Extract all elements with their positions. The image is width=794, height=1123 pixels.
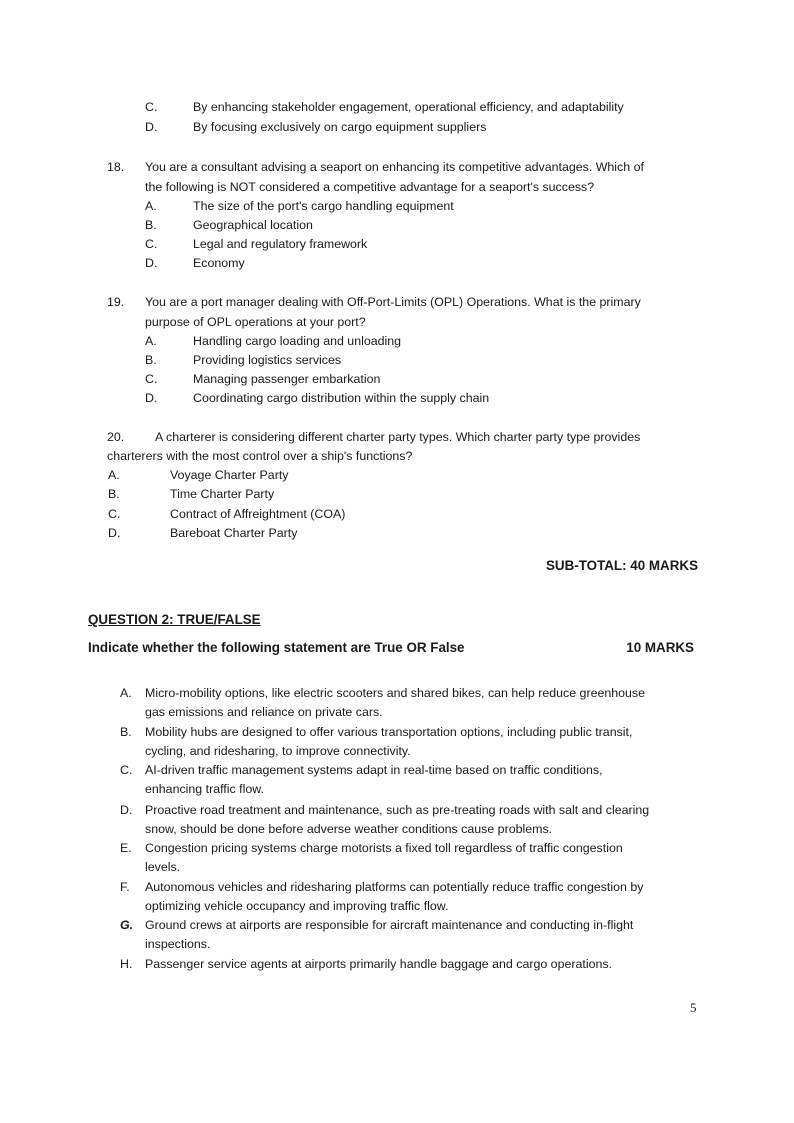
option-text: The size of the port's cargo handling equipment <box>193 198 454 213</box>
question-text: charterers with the most control over a ship's functions? <box>107 449 413 463</box>
option-letter: D. <box>145 391 158 406</box>
statement-text: levels. <box>145 860 181 875</box>
statement-text: Passenger service agents at airports primarily handle baggage and cargo operations. <box>145 957 612 971</box>
question-number: 19. <box>107 295 125 309</box>
option-text: Bareboat Charter Party <box>170 525 298 540</box>
statement-letter: H. <box>120 957 133 971</box>
option-letter: A. <box>145 333 157 348</box>
option-letter: A. <box>108 468 120 482</box>
statement-text: optimizing vehicle occupancy and improving traffic flow. <box>145 899 449 914</box>
option-text: Voyage Charter Party <box>170 468 289 482</box>
section-heading: QUESTION 2: TRUE/FALSE <box>88 612 261 627</box>
statement-letter: B. <box>120 725 132 739</box>
option-text: Handling cargo loading and unloading <box>193 333 402 348</box>
option-letter: B. <box>145 352 157 367</box>
statement-text: gas emissions and reliance on private cars. <box>145 705 383 720</box>
option-text: Economy <box>193 256 245 271</box>
statement-text: cycling, and ridesharing, to improve connectivity. <box>145 744 411 759</box>
option-text: Contract of Affreightment (COA) <box>170 506 346 521</box>
option-letter: D. <box>108 525 121 540</box>
statement-text: Ground crews at airports are responsible for aircraft maintenance and conducting in-flight <box>145 918 634 932</box>
option-text: Legal and regulatory framework <box>193 237 368 252</box>
statement-text: enhancing traffic flow. <box>145 782 264 797</box>
statement-text: AI-driven traffic management systems adapt in real-time based on traffic conditions, <box>145 763 603 777</box>
option-letter: C. <box>145 100 158 114</box>
question-number: 20. <box>107 430 125 444</box>
question-number: 18. <box>107 160 125 174</box>
option-letter: A. <box>145 198 157 213</box>
option-text: Geographical location <box>193 217 313 232</box>
option-letter: B. <box>108 487 120 502</box>
option-letter: C. <box>145 237 158 252</box>
question-text: You are a consultant advising a seaport on enhancing its competitive advantages. Which of <box>145 160 644 174</box>
statement-letter: A. <box>120 686 132 700</box>
question-text: You are a port manager dealing with Off-Port-Limits (OPL) Operations. What is the primary <box>145 295 641 309</box>
option-text: By enhancing stakeholder engagement, operational efficiency, and adaptability <box>193 100 624 114</box>
statement-letter: G. <box>120 918 134 932</box>
statement-text: Congestion pricing systems charge motorists a fixed toll regardless of traffic congestion <box>145 841 623 855</box>
option-text: Time Charter Party <box>170 487 275 502</box>
statement-letter: D. <box>120 803 133 817</box>
option-letter: D. <box>145 256 158 271</box>
statement-letter: E. <box>120 841 132 855</box>
option-text: By focusing exclusively on cargo equipment suppliers <box>193 120 487 134</box>
statement-text: Mobility hubs are designed to offer various transportation options, including public transit, <box>145 725 633 739</box>
statement-text: Autonomous vehicles and ridesharing platforms can potentially reduce traffic congestion by <box>145 880 644 894</box>
option-text: Coordinating cargo distribution within the supply chain <box>193 391 490 406</box>
statement-text: Micro-mobility options, like electric scooters and shared bikes, can help reduce greenhouse <box>145 686 646 700</box>
option-text: Managing passenger embarkation <box>193 372 381 387</box>
question-text: A charterer is considering different charter party types. Which charter party type provides <box>155 430 641 444</box>
option-letter: C. <box>108 506 121 521</box>
option-letter: C. <box>145 372 158 387</box>
statement-text: Proactive road treatment and maintenance, such as pre-treating roads with salt and clearing <box>145 803 650 817</box>
option-letter: D. <box>145 120 158 134</box>
statement-letter: F. <box>120 880 130 894</box>
section-instruction: Indicate whether the following statement are True OR False <box>88 640 465 655</box>
section-marks: 10 MARKS <box>626 640 694 655</box>
option-text: Providing logistics services <box>193 352 342 367</box>
subtotal: SUB-TOTAL: 40 MARKS <box>545 558 698 573</box>
statement-text: snow, should be done before adverse weather conditions cause problems. <box>145 822 553 837</box>
question-text: the following is NOT considered a competitive advantage for a seaport's success? <box>145 179 595 194</box>
statement-letter: C. <box>120 763 133 777</box>
page-number: 5 <box>690 1000 697 1015</box>
option-letter: B. <box>145 217 157 232</box>
statement-text: inspections. <box>145 937 211 952</box>
question-text: purpose of OPL operations at your port? <box>145 314 366 329</box>
